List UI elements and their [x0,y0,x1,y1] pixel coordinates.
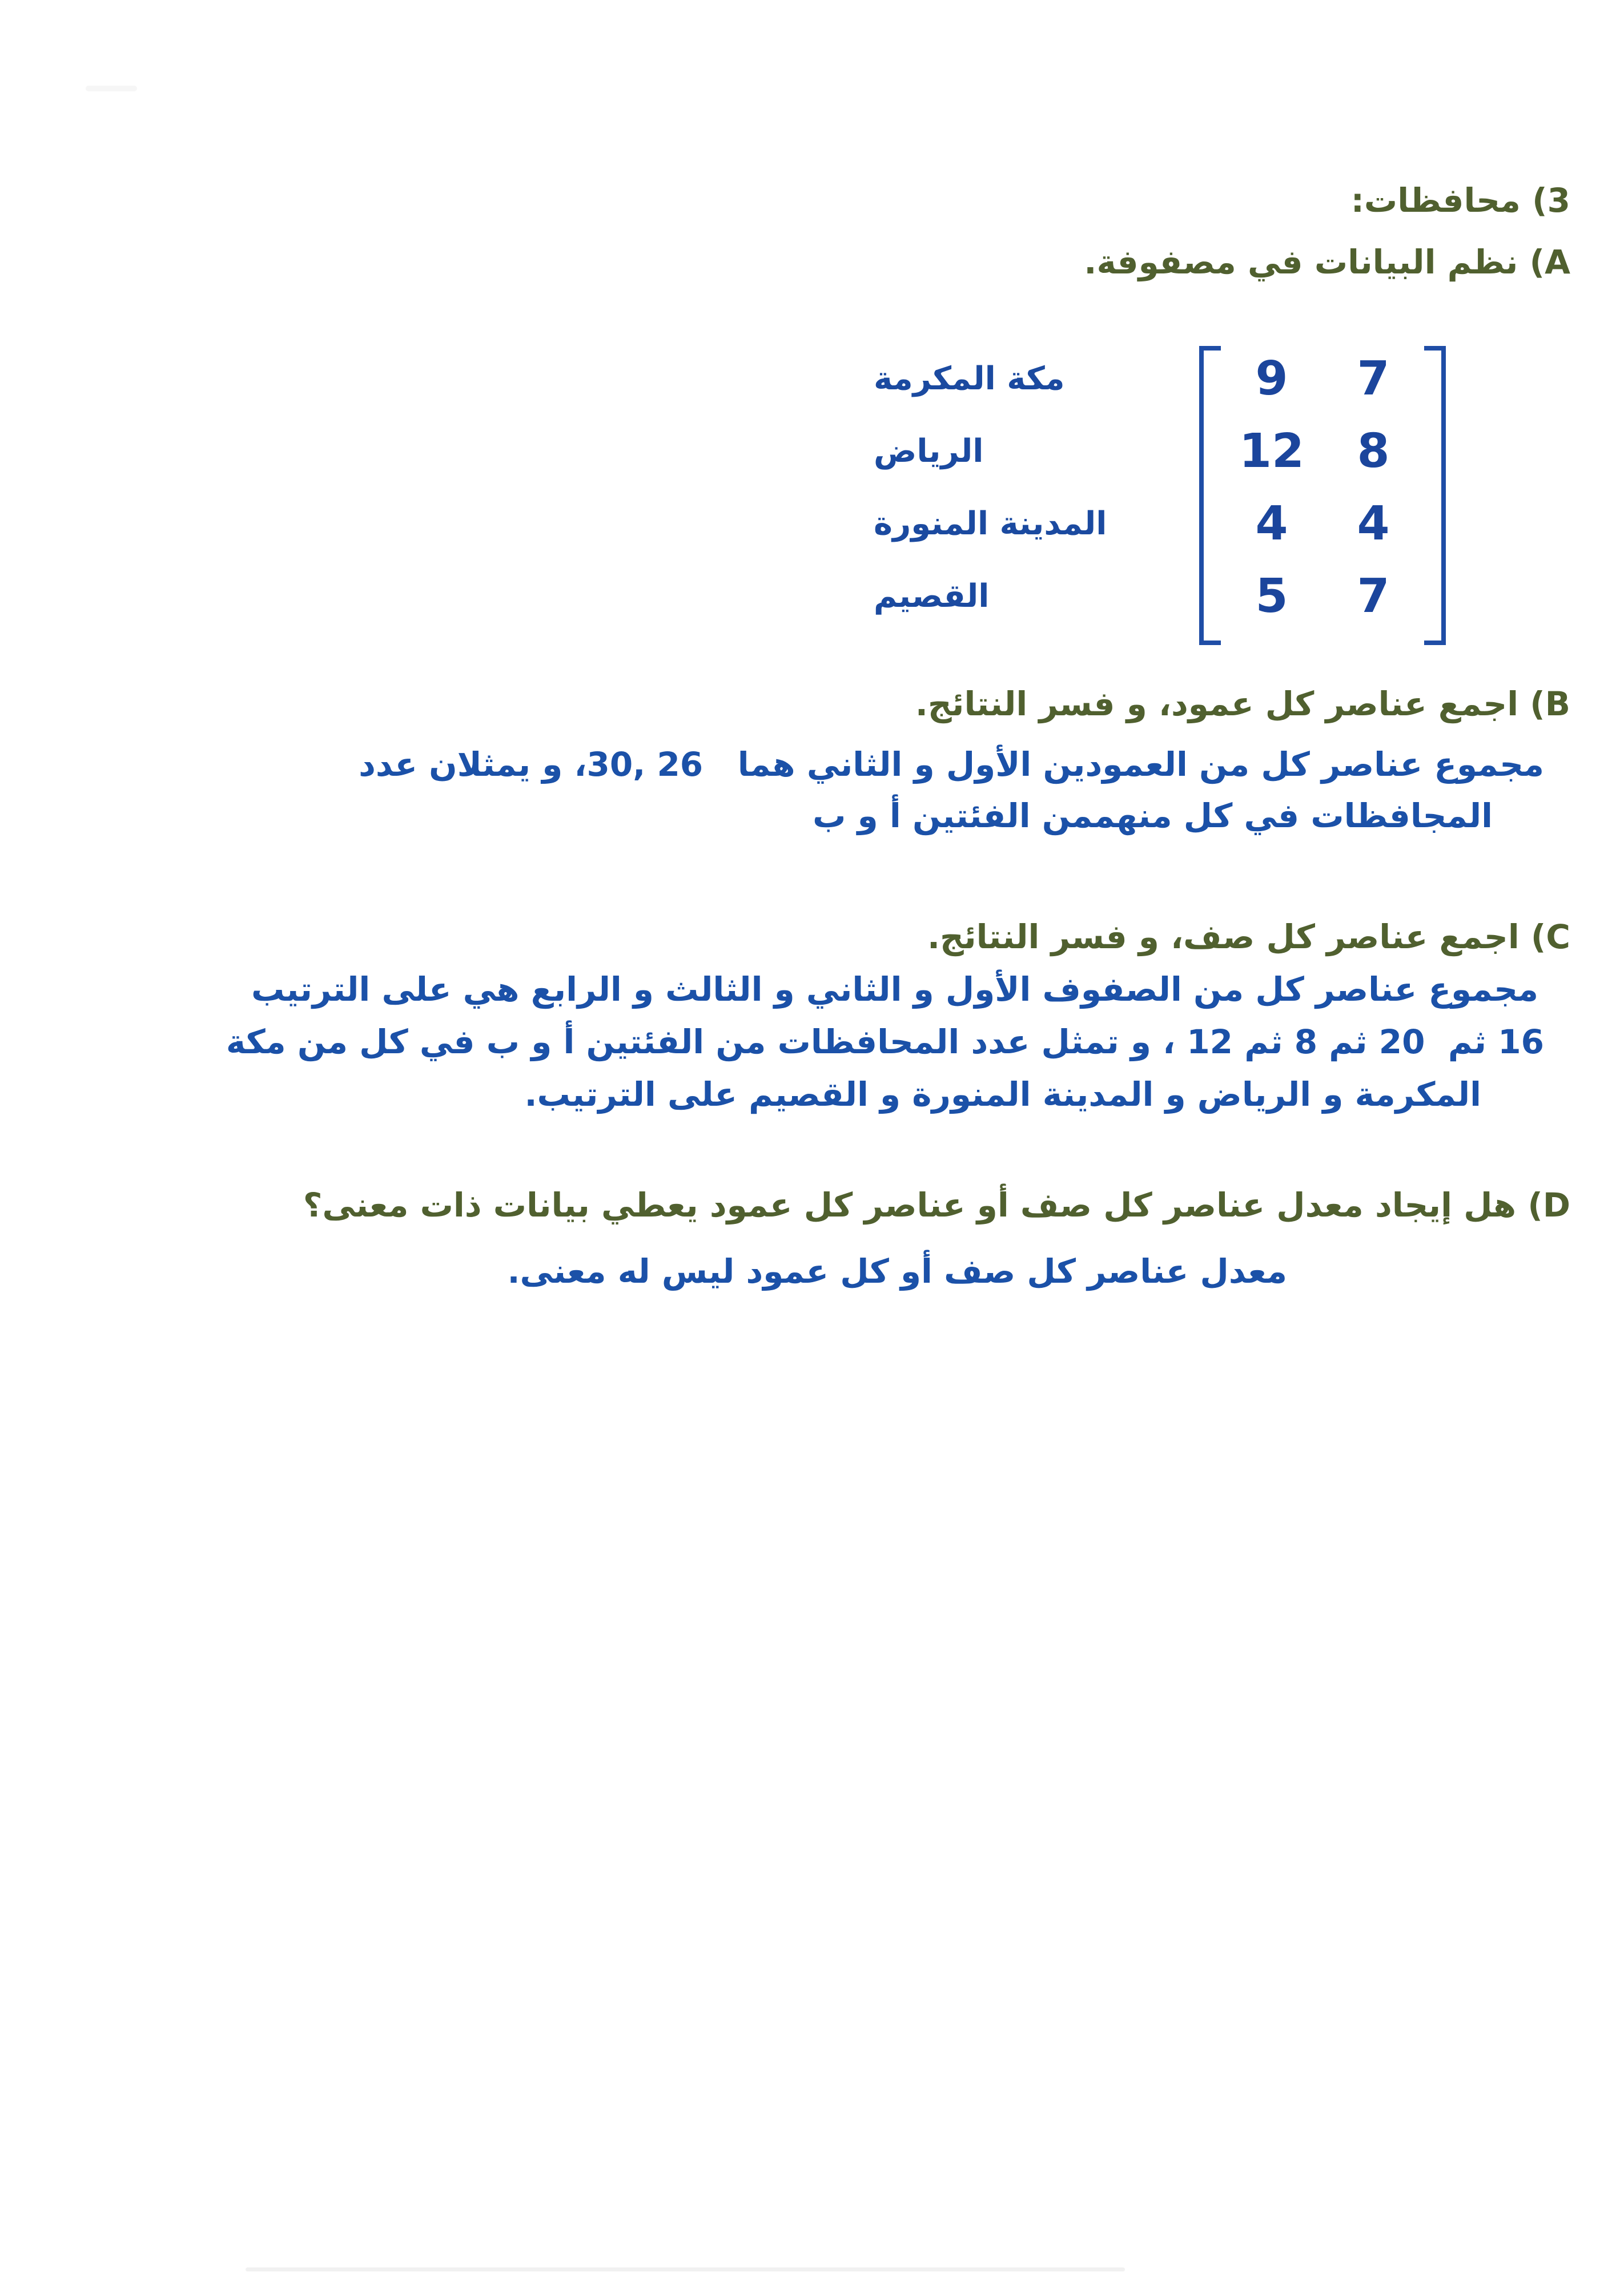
part-b-answer-line-1: مجموع عناصر كل من العمودين الأول و الثاني هما ‎30, 26‎، و يمثلان عدد [359,745,1544,784]
matrix-row-label-makkah: مكة المكرمة [874,360,1065,397]
part-b-answer-line-2: المجافظات في كل منهممن الفئتين أ و ب [813,796,1493,835]
part-d-heading: D) هل إيجاد معدل عناصر كل صف أو عناصر كل عمود يعطي بيانات ذات معنى؟ [303,1186,1570,1224]
governorates-matrix [874,343,1446,645]
problem-number-heading: 3) محافظات: [1350,181,1570,220]
matrix-cell-r2c2: 8 [1357,424,1390,478]
part-c-answer-line-2: 16 ثم 20 ثم 8 ثم 12 ، و تمثل عدد المحافظات من الفئتين أ و ب في كل من مكة [226,1022,1544,1061]
matrix-values [1221,343,1424,633]
part-a-heading: A) نظم البيانات في مصفوفة. [1084,243,1570,281]
part-c-answer-line-3: المكرمة و الرياض و المدينة المنورة و القصيم على الترتيب. [524,1075,1481,1114]
matrix-cell-r1c2: 7 [1357,352,1390,406]
part-c-answer-line-1: مجموع عناصر كل من الصفوف الأول و الثاني و الثالث و الرابع هي على الترتيب [251,970,1538,1009]
part-d-answer: معدل عناصر كل صف أو كل عمود ليس له معنى. [507,1252,1287,1291]
scan-artifact-bottom [246,2267,1125,2271]
part-b-heading: B) اجمع عناصر كل عمود، و فسر النتائج. [915,684,1570,723]
scan-artifact-top-left [86,86,137,91]
matrix-row-label-madinah: المدينة المنورة [874,505,1107,542]
matrix-cell-r3c1: 4 [1255,497,1288,551]
matrix-left-bracket [1199,346,1221,645]
matrix-cell-r1c1: 9 [1255,352,1288,406]
matrix-row-label-qassim: القصيم [874,578,990,615]
matrix-cell-r4c2: 7 [1357,569,1390,623]
matrix-cell-r4c1: 5 [1255,569,1288,623]
matrix-cell-r2c1: 12 [1239,424,1305,478]
matrix-row-labels [874,343,1131,633]
part-c-heading: C) اجمع عناصر كل صف، و فسر النتائج. [927,917,1570,956]
matrix-right-bracket [1424,346,1446,645]
matrix-row-label-riyadh: الرياض [874,433,984,470]
matrix-cell-r3c2: 4 [1357,497,1390,551]
